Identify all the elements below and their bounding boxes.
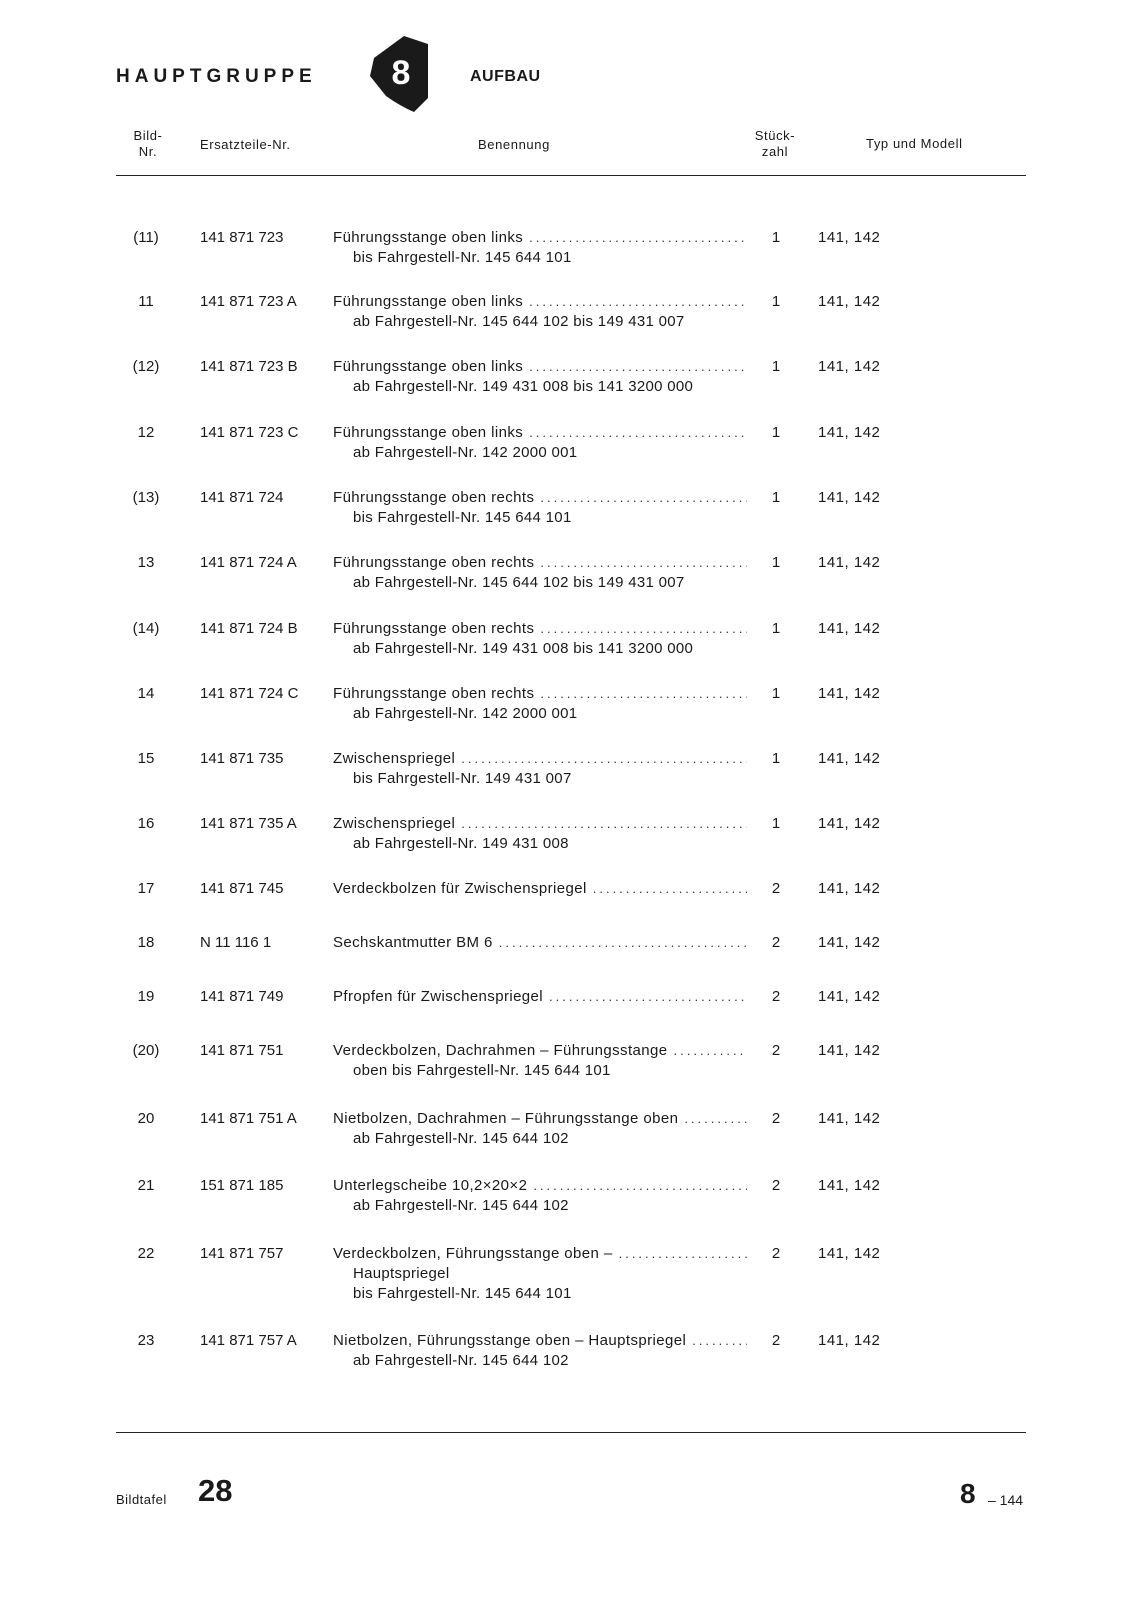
description-subline: bis Fahrgestell-Nr. 145 644 101 — [353, 509, 572, 526]
leader-dots — [461, 814, 747, 834]
bild-nr: 16 — [137, 815, 155, 832]
description-subline: ab Fahrgestell-Nr. 149 431 008 bis 141 3200 000 — [353, 378, 694, 395]
bild-nr: 11 — [138, 293, 154, 310]
description-line — [333, 228, 747, 248]
description-line — [333, 423, 747, 443]
description-text: Verdeckbolzen, Führungsstange oben – — [333, 1245, 613, 1262]
bild-nr: (13) — [132, 489, 160, 506]
type-model: 141, 142 — [818, 934, 881, 951]
description-line — [333, 1041, 747, 1061]
description — [333, 423, 747, 463]
description — [333, 749, 747, 789]
description-line — [333, 1176, 747, 1196]
description-subline: ab Fahrgestell-Nr. 142 2000 001 — [353, 705, 578, 722]
description-text: Führungsstange oben links — [333, 424, 524, 441]
part-number: 141 871 751 A — [200, 1110, 297, 1127]
quantity: 1 — [771, 293, 781, 310]
bild-nr: 14 — [137, 685, 155, 702]
col-bild-nr — [126, 128, 170, 160]
description-line — [333, 1331, 747, 1351]
description-text: Führungsstange oben links — [333, 229, 524, 246]
leader-dots — [529, 228, 747, 248]
description-subline: ab Fahrgestell-Nr. 145 644 102 — [353, 1197, 569, 1214]
bild-nr: 15 — [137, 750, 155, 767]
part-number: 141 871 723 C — [200, 424, 299, 441]
bild-nr: (11) — [133, 229, 159, 246]
description-line — [333, 1109, 747, 1129]
description — [333, 1331, 747, 1371]
description-subline: bis Fahrgestell-Nr. 149 431 007 — [353, 770, 572, 787]
description-line — [333, 879, 747, 899]
description-line — [333, 619, 747, 639]
description-subline: bis Fahrgestell-Nr. 145 644 101 — [353, 249, 572, 266]
description-subline: ab Fahrgestell-Nr. 145 644 102 — [353, 1130, 569, 1147]
description — [333, 228, 747, 268]
part-number: 141 871 724 A — [200, 554, 297, 571]
description-subline: Hauptspriegel — [353, 1265, 450, 1282]
description-text: Pfropfen für Zwischenspriegel — [333, 988, 544, 1005]
type-model: 141, 142 — [818, 880, 881, 897]
leader-dots — [593, 879, 747, 899]
quantity: 2 — [771, 934, 781, 951]
col-qty-line1: Stück- — [754, 128, 796, 143]
leader-dots — [499, 933, 747, 953]
bild-nr: (14) — [132, 620, 160, 637]
description-line — [333, 292, 747, 312]
quantity: 2 — [771, 880, 781, 897]
description-text: Verdeckbolzen für Zwischenspriegel — [333, 880, 587, 897]
quantity: 2 — [771, 1110, 781, 1127]
part-number: 141 871 723 B — [200, 358, 298, 375]
description-line — [333, 987, 747, 1007]
part-number: 141 871 735 A — [200, 815, 297, 832]
quantity: 1 — [771, 424, 781, 441]
section-label: AUFBAU — [470, 68, 541, 85]
plate-number: 28 — [198, 1473, 233, 1508]
leader-dots — [619, 1244, 747, 1264]
type-model: 141, 142 — [818, 1332, 881, 1349]
part-number: 151 871 185 — [200, 1177, 284, 1194]
type-model: 141, 142 — [818, 293, 881, 310]
description — [333, 879, 747, 899]
description-text: Verdeckbolzen, Dachrahmen – Führungsstange — [333, 1042, 668, 1059]
group-label: HAUPTGRUPPE — [116, 66, 317, 87]
col-description: Benennung — [478, 137, 550, 152]
type-model: 141, 142 — [818, 815, 881, 832]
page-number: 8 — [960, 1478, 976, 1509]
bild-nr: 21 — [137, 1177, 155, 1194]
footer-rule — [116, 1432, 1026, 1433]
description — [333, 814, 747, 854]
type-model: 141, 142 — [818, 489, 881, 506]
description-line — [333, 488, 747, 508]
part-number: 141 871 724 B — [200, 620, 298, 637]
part-number: 141 871 751 — [200, 1042, 284, 1059]
description-line — [333, 749, 747, 769]
col-qty — [752, 128, 798, 160]
description-text: Führungsstange oben links — [333, 293, 524, 310]
description-subline: ab Fahrgestell-Nr. 149 431 008 bis 141 3200 000 — [353, 640, 694, 657]
description-subline: ab Fahrgestell-Nr. 142 2000 001 — [353, 444, 578, 461]
description-text: Führungsstange oben rechts — [333, 620, 535, 637]
description — [333, 684, 747, 724]
bild-nr: (12) — [132, 358, 160, 375]
part-number: 141 871 724 — [200, 489, 284, 506]
bild-nr: 23 — [137, 1332, 155, 1349]
leader-dots — [540, 619, 747, 639]
part-number: 141 871 723 — [200, 229, 284, 246]
page-subnumber: – 144 — [988, 1492, 1024, 1508]
leader-dots — [529, 423, 747, 443]
description-text: Führungsstange oben rechts — [333, 554, 535, 571]
part-number: N 11 116 1 — [200, 934, 272, 951]
description — [333, 1244, 747, 1304]
type-model: 141, 142 — [818, 750, 881, 767]
description-subline: bis Fahrgestell-Nr. 145 644 101 — [353, 1285, 572, 1302]
type-model: 141, 142 — [818, 554, 881, 571]
leader-dots — [549, 987, 747, 1007]
quantity: 1 — [771, 620, 781, 637]
description — [333, 619, 747, 659]
type-model: 141, 142 — [818, 1042, 881, 1059]
description — [333, 1109, 747, 1149]
quantity: 2 — [771, 988, 781, 1005]
type-model: 141, 142 — [818, 358, 881, 375]
description-subline: ab Fahrgestell-Nr. 149 431 008 — [353, 835, 569, 852]
leader-dots — [461, 749, 747, 769]
leader-dots — [540, 684, 747, 704]
description-line — [333, 1244, 747, 1264]
quantity: 1 — [771, 554, 781, 571]
type-model: 141, 142 — [818, 685, 881, 702]
part-number: 141 871 745 — [200, 880, 284, 897]
bild-nr: 17 — [137, 880, 155, 897]
description-subline: oben bis Fahrgestell-Nr. 145 644 101 — [353, 1062, 611, 1079]
description-text: Führungsstange oben rechts — [333, 685, 535, 702]
col-bild-nr-line2: Nr. — [138, 144, 158, 159]
plate-label: Bildtafel — [116, 1492, 167, 1507]
description-text: Unterlegscheibe 10,2×20×2 — [333, 1177, 528, 1194]
group-number: 8 — [391, 54, 411, 92]
quantity: 2 — [771, 1177, 781, 1194]
description-text: Nietbolzen, Führungsstange oben – Hauptspriegel — [333, 1332, 687, 1349]
type-model: 141, 142 — [818, 988, 881, 1005]
part-number: 141 871 749 — [200, 988, 284, 1005]
part-number: 141 871 757 — [200, 1245, 284, 1262]
part-number: 141 871 724 C — [200, 685, 299, 702]
leader-dots — [529, 292, 747, 312]
type-model: 141, 142 — [818, 1110, 881, 1127]
type-model: 141, 142 — [818, 424, 881, 441]
quantity: 2 — [771, 1042, 781, 1059]
description — [333, 292, 747, 332]
description-line — [333, 933, 747, 953]
bild-nr: 20 — [137, 1110, 155, 1127]
type-model: 141, 142 — [818, 229, 881, 246]
description — [333, 553, 747, 593]
bild-nr: 13 — [137, 554, 155, 571]
leader-dots — [692, 1331, 747, 1351]
part-number: 141 871 757 A — [200, 1332, 297, 1349]
description — [333, 488, 747, 528]
description-text: Sechskantmutter BM 6 — [333, 934, 493, 951]
bild-nr: (20) — [132, 1042, 160, 1059]
description-text: Zwischenspriegel — [333, 750, 456, 767]
description — [333, 357, 747, 397]
description-subline: ab Fahrgestell-Nr. 145 644 102 bis 149 431 007 — [353, 574, 685, 591]
bild-nr: 19 — [137, 988, 155, 1005]
description-line — [333, 357, 747, 377]
description-subline: ab Fahrgestell-Nr. 145 644 102 bis 149 431 007 — [353, 313, 685, 330]
type-model: 141, 142 — [818, 1245, 881, 1262]
quantity: 1 — [771, 685, 781, 702]
description — [333, 1176, 747, 1216]
description-text: Zwischenspriegel — [333, 815, 456, 832]
group-number-badge — [370, 36, 428, 112]
quantity: 1 — [771, 489, 781, 506]
badge-shape — [370, 36, 428, 112]
quantity: 1 — [771, 229, 781, 246]
leader-dots — [540, 488, 747, 508]
col-type-model: Typ und Modell — [866, 136, 963, 151]
bild-nr: 22 — [137, 1245, 155, 1262]
quantity: 1 — [771, 750, 781, 767]
type-model: 141, 142 — [818, 1177, 881, 1194]
description-text: Führungsstange oben rechts — [333, 489, 535, 506]
quantity: 2 — [771, 1245, 781, 1262]
description-text: Nietbolzen, Dachrahmen – Führungsstange oben — [333, 1110, 679, 1127]
leader-dots — [533, 1176, 747, 1196]
leader-dots — [674, 1041, 748, 1061]
description — [333, 1041, 747, 1081]
col-qty-line2: zahl — [761, 144, 789, 159]
leader-dots — [684, 1109, 747, 1129]
quantity: 1 — [771, 815, 781, 832]
description-line — [333, 684, 747, 704]
description-subline: ab Fahrgestell-Nr. 145 644 102 — [353, 1352, 569, 1369]
description-line — [333, 814, 747, 834]
part-number: 141 871 735 — [200, 750, 284, 767]
description — [333, 933, 747, 953]
leader-dots — [540, 553, 747, 573]
quantity: 1 — [771, 358, 781, 375]
description-text: Führungsstange oben links — [333, 358, 524, 375]
type-model: 141, 142 — [818, 620, 881, 637]
col-bild-nr-line1: Bild- — [133, 128, 163, 143]
description — [333, 987, 747, 1007]
bild-nr: 12 — [137, 424, 155, 441]
col-part-no: Ersatzteile-Nr. — [200, 137, 291, 152]
part-number: 141 871 723 A — [200, 293, 297, 310]
header-rule — [116, 175, 1026, 176]
description-line — [333, 553, 747, 573]
leader-dots — [529, 357, 747, 377]
quantity: 2 — [771, 1332, 781, 1349]
bild-nr: 18 — [137, 934, 155, 951]
